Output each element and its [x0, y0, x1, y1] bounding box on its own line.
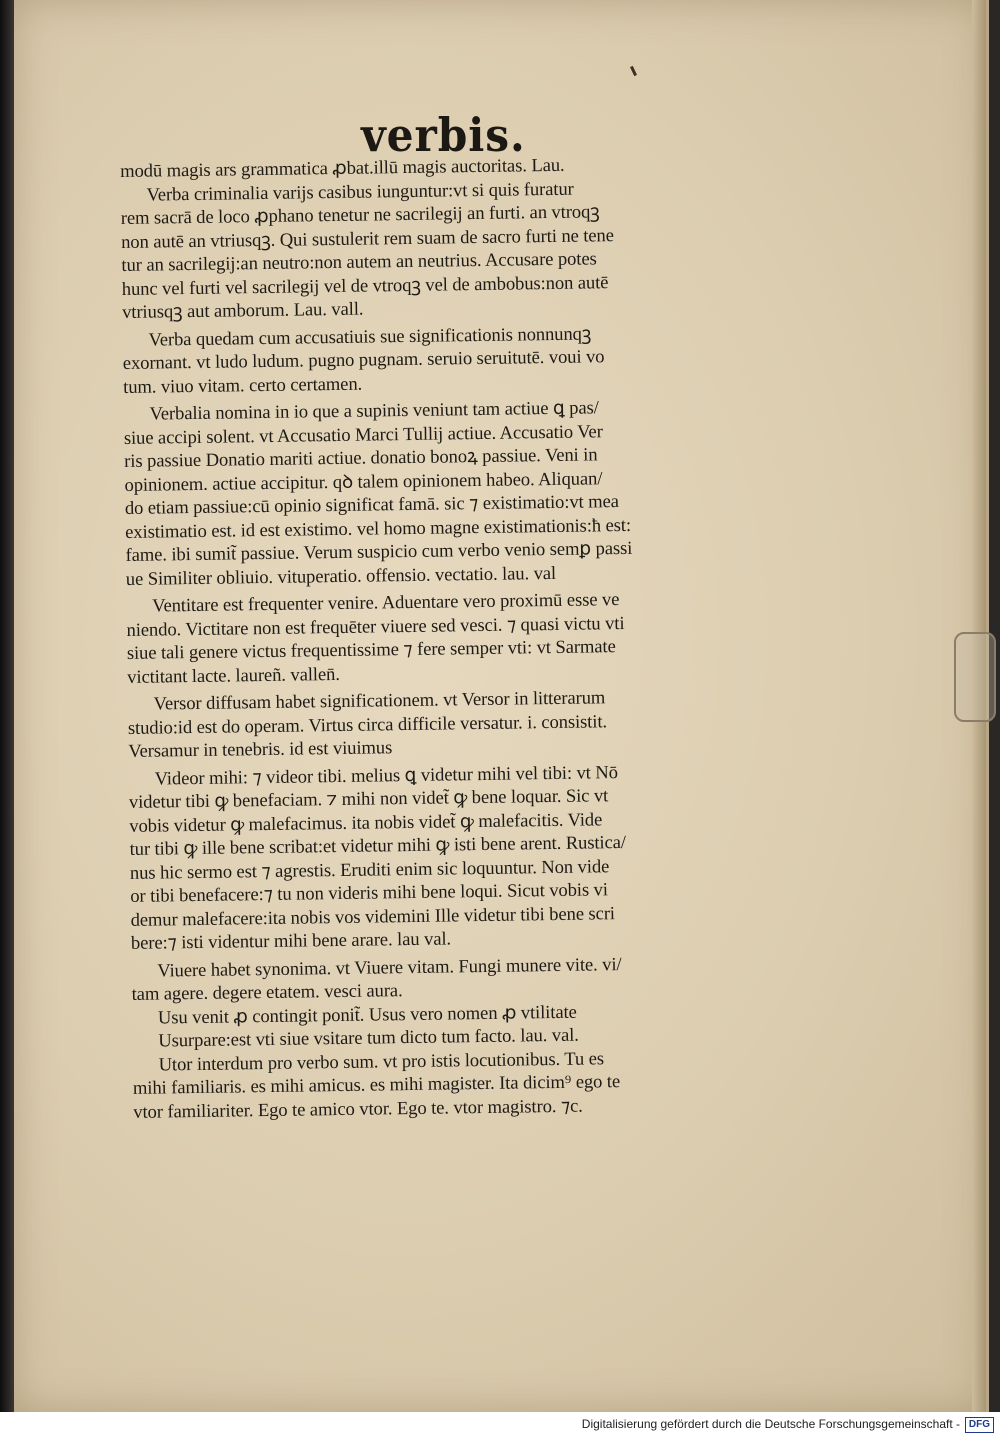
text-line: vtor familiariter. Ego te amico vtor. Ego te. vtor magistro. ⁊c.	[133, 1095, 583, 1123]
text-line: videtur tibi ꝙ benefaciam. ⁊ mihi non videt̃ ꝙ bene loquar. Sic vt	[128, 785, 609, 813]
text-line: tur an sacrilegij:an neutro:non autem an neutrius. Accusare potes	[121, 248, 597, 276]
ink-mark	[630, 66, 637, 76]
text-line: Videor mihi: ⁊ videor tibi. melius ꝗ videtur mihi vel tibi: vt Nō	[154, 761, 618, 790]
text-line: opinionem. actiue accipitur. qꝺ talem opinionem habeo. Aliquan/	[124, 467, 603, 496]
text-line: Verba quedam cum accusatiuis sue significationis nonnunqꝫ	[148, 322, 592, 351]
page-heading: verbis.	[361, 108, 526, 162]
text-line: Verba criminalia varijs casibus iunguntur:vt si quis furatur	[146, 178, 574, 206]
text-line: Utor interdum pro verbo sum. vt pro istis locutionibus. Tu es	[158, 1047, 605, 1076]
text-line: ris passiue Donatio mariti actiue. donatio bonoꝝ passiue. Veni in	[124, 444, 598, 472]
text-line: vtriusqꝫ aut amborum. Lau. vall.	[121, 298, 364, 323]
text-line: demur malefacere:ita nobis vos videmini Ille videtur tibi bene scri	[130, 902, 616, 931]
text-line: modū magis ars grammatica ꝓbat.illū magis auctoritas. Lau.	[120, 154, 565, 182]
text-line: Ventitare est frequenter venire. Aduentare vero proximū esse ve	[152, 589, 620, 617]
text-line: Viuere habet synonima. vt Viuere vitam. Fungi munere vite. vi/	[157, 953, 622, 982]
page-clip	[954, 632, 996, 722]
text-line: exornant. vt ludo ludum. pugno pugnam. seruio seruitutē. voui vo	[122, 346, 605, 374]
text-line: studio:id est do operam. Virtus circa difficile versatur. i. consistit.	[127, 710, 608, 739]
text-line: victitant lacte. laureñ. vallen̄.	[127, 663, 340, 688]
text-line: Usu venit ꝓ contingit ponit̃. Usus vero nomen ꝓ vtilitate	[157, 1001, 577, 1029]
text-line: nus hic sermo est ⁊ agrestis. Eruditi enim sic loquuntur. Non vide	[129, 855, 610, 884]
text-line: siue accipi solent. vt Accusatio Marci Tullij actiue. Accusatio Ver	[123, 420, 603, 449]
book-spine-edge	[0, 0, 14, 1437]
text-line: existimatio est. id est existimo. vel homo magne existimationis:ħ est:	[125, 514, 632, 543]
text-line: tur tibi ꝙ ille bene scribat:et videtur mihi ꝙ isti bene arent. Rustica/	[129, 832, 627, 860]
text-line: siue tali genere victus frequentissime ⁊ fere semper vti: vt Sarmate	[126, 636, 616, 664]
text-line: or tibi benefacere:⁊ tu non videris mihi bene loqui. Sicut vobis vi	[130, 879, 609, 907]
text-line: do etiam passiue:cū opinio significat famā. sic ⁊ existimatio:vt mea	[124, 491, 619, 519]
text-block	[120, 150, 833, 1124]
text-line: hunc vel furti vel sacrilegij vel de vtroqꝫ vel de ambobus:non autē	[121, 271, 609, 300]
text-line: Usurpare:est vti siue vsitare tum dicto tum facto. lau. val.	[158, 1024, 579, 1052]
text-line: tam agere. degere etatem. vesci aura.	[131, 980, 403, 1005]
text-line: bere:⁊ isti videntur mihi bene arare. lau val.	[130, 928, 452, 954]
text-line: fame. ibi sumit̃ passiue. Verum suspicio cum verbo venio semꝑ passi	[125, 537, 633, 566]
footer-bar	[0, 1412, 1000, 1437]
book-page	[14, 0, 989, 1412]
dfg-logo: DFG	[965, 1417, 994, 1433]
text-line: mihi familiaris. es mihi amicus. es mihi magister. Ita dicim⁹ ego te	[132, 1071, 621, 1099]
text-line: tum. viuo vitam. certo certamen.	[123, 373, 363, 398]
text-line: rem sacrā de loco ꝓphano tenetur ne sacrilegij an furti. an vtroqꝫ	[120, 201, 600, 229]
text-line: vobis videtur ꝙ malefacimus. ita nobis videt̃ ꝙ malefacitis. Vide	[129, 808, 603, 837]
text-line: niendo. Victitare non est frequēter viuere sed vesci. ⁊ quasi victu vti	[126, 612, 625, 641]
text-line: ue Similiter obliuio. vituperatio. offensio. vectatio. lau. val	[125, 562, 557, 590]
text-line: Versamur in tenebris. id est viuimus	[128, 737, 393, 762]
footer-credit: Digitalisierung gefördert durch die Deutsche Forschungsgemeinschaft -	[581, 1417, 960, 1431]
text-line: Versor diffusam habet significationem. vt Versor in litterarum	[153, 687, 606, 715]
text-line: non autē an vtriusqꝫ. Qui sustulerit rem suam de sacro furti ne tene	[120, 224, 614, 253]
text-line: Verbalia nomina in io que a supinis veniunt tam actiue ꝗ pas/	[149, 397, 599, 425]
